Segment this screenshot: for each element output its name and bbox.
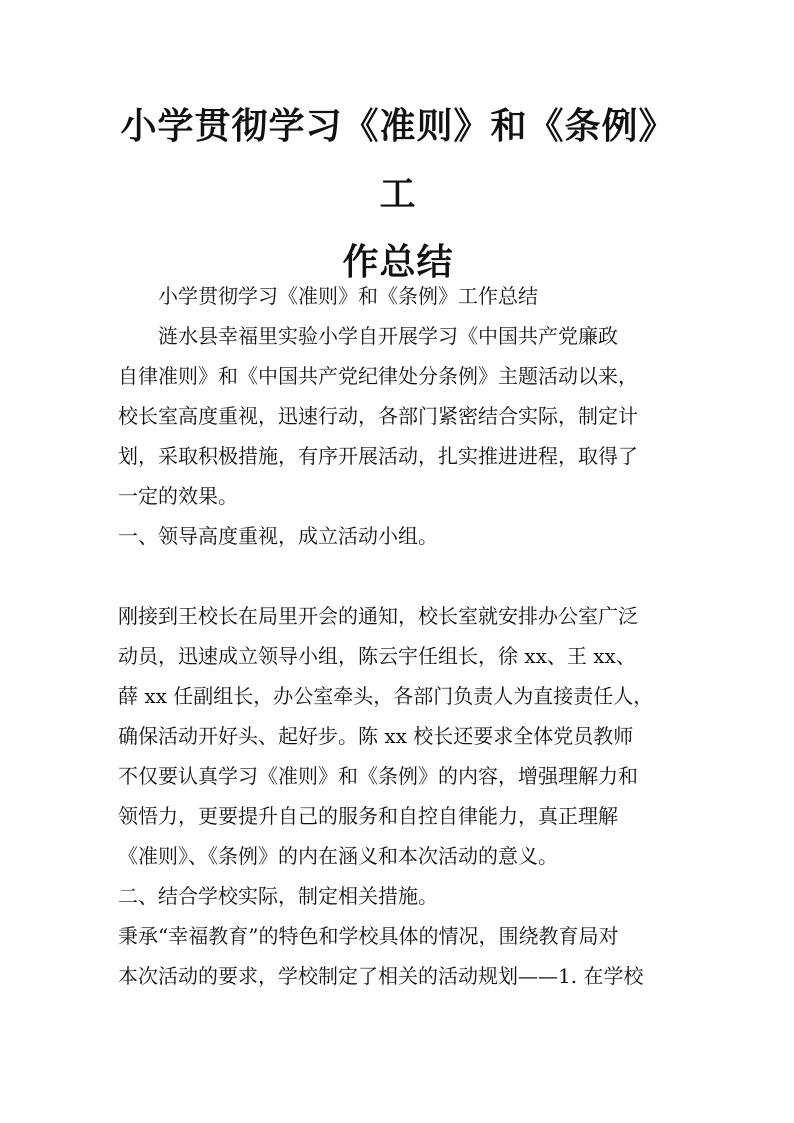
body-line: 《准则》、《条例》的内在涵义和本次活动的意义。	[118, 844, 558, 868]
section-heading: 二、结合学校实际，制定相关措施。	[118, 884, 438, 908]
document-title	[118, 92, 678, 296]
body-line: 薛 xx 任副组长，办公室牵头，各部门负责人为直接责任人，	[118, 684, 654, 708]
body-line: 动员，迅速成立领导小组，陈云宇任组长，徐 xx、王 xx、	[118, 644, 636, 668]
body-line: 自律准则》和《中国共产党纪律处分条例》主题活动以来，	[118, 364, 638, 388]
body-line: 不仅要认真学习《准则》和《条例》的内容，增强理解力和	[118, 764, 638, 788]
title-line-1: 小学贯彻学习《准则》和《条例》工	[120, 105, 676, 215]
blank-line	[118, 556, 683, 596]
body-line: 本次活动的要求，学校制定了相关的活动规划——1. 在学校	[118, 964, 644, 988]
body-line: 领悟力，更要提升自己的服务和自控自律能力，真正理解	[118, 804, 618, 828]
document-body	[118, 276, 683, 996]
body-line: 划，采取积极措施，有序开展活动，扎实推进进程，取得了	[118, 444, 638, 468]
body-line: 校长室高度重视，迅速行动，各部门紧密结合实际，制定计	[118, 404, 638, 428]
body-line: 一定的效果。	[118, 484, 238, 508]
title-line-2: 作总结	[342, 241, 454, 283]
body-line: 刚接到王校长在局里开会的通知，校长室就安排办公室广泛	[118, 604, 638, 628]
body-line: 涟水县幸福里实验小学自开展学习《中国共产党廉政	[118, 324, 618, 348]
body-line: 秉承“幸福教育”的特色和学校具体的情况，围绕教育局对	[118, 924, 619, 948]
body-line: 确保活动开好头、起好步。陈 xx 校长还要求全体党员教师	[118, 724, 634, 748]
section-heading: 一、领导高度重视，成立活动小组。	[118, 524, 438, 548]
body-line: 小学贯彻学习《准则》和《条例》工作总结	[118, 284, 538, 308]
